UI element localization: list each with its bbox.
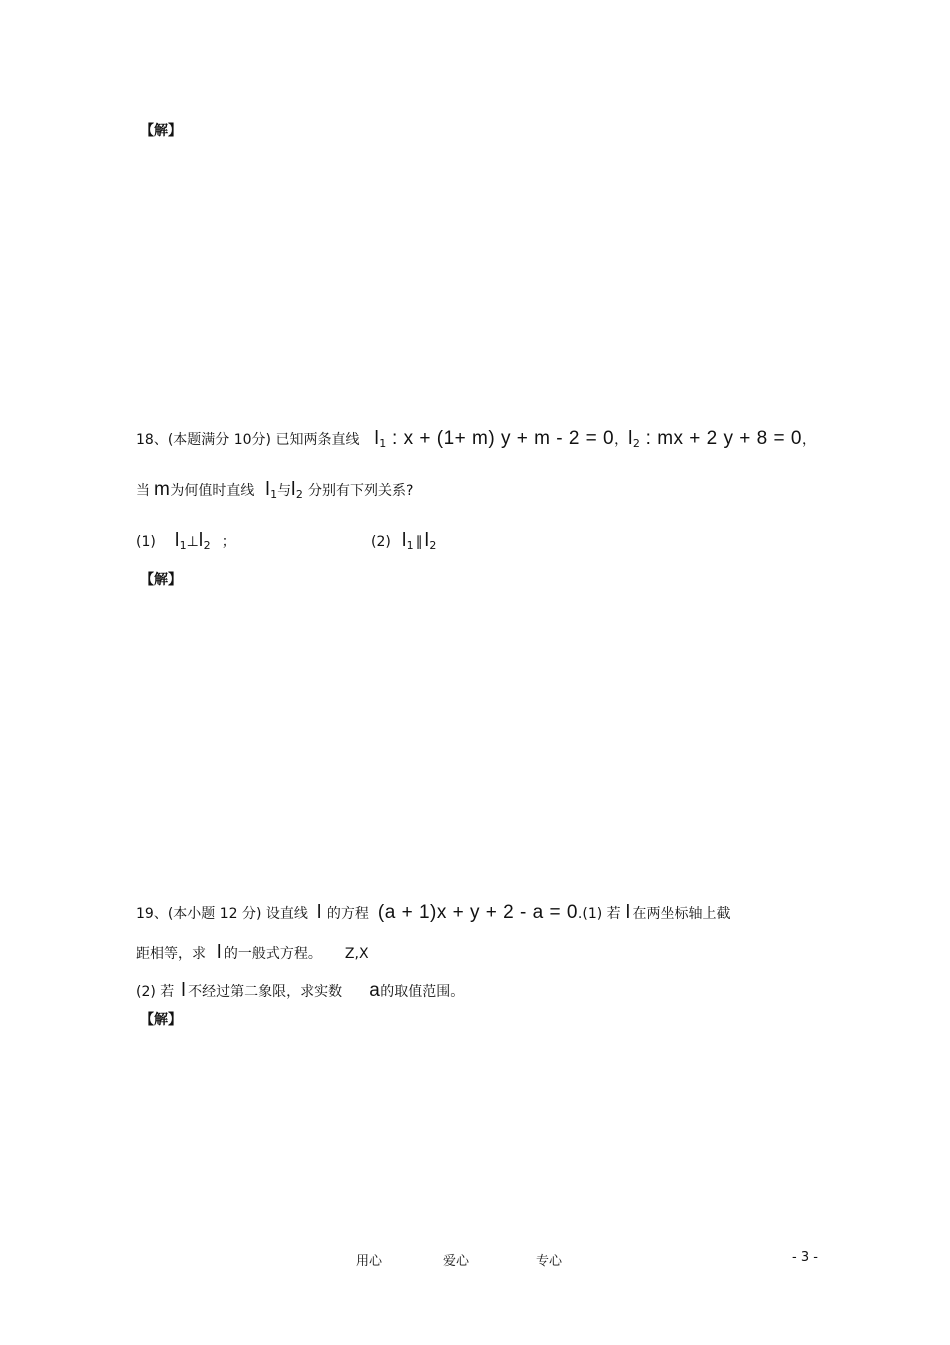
q19-line2-a: 距相等，求 <box>136 946 206 962</box>
q18-l1-label: l <box>374 428 380 449</box>
q18-part1-num: (1) <box>136 534 156 550</box>
q18-prefix: 18、(本题满分 10分) 已知两条直线 <box>136 432 360 448</box>
q18-line2-c: 分别有下列关系? <box>307 483 414 499</box>
footer-item-1: 用心 <box>356 1254 383 1269</box>
answer-label-19: 【解】 <box>140 1012 182 1028</box>
q18-part2 <box>371 530 436 552</box>
answer-label-18: 【解】 <box>140 572 182 588</box>
q18-part1-perp: ⊥ <box>186 534 199 550</box>
q19-line3-l: l <box>181 980 187 1001</box>
footer-item-2: 爱心 <box>443 1254 470 1269</box>
q18-l1-sub: 1 <box>379 437 387 450</box>
q19-line2-l: l <box>217 942 222 963</box>
q18-part2-l2: l <box>424 530 430 551</box>
q18-line2 <box>136 479 413 501</box>
q18-separator: ， <box>614 432 629 448</box>
q18-part2-l1: l <box>401 530 407 551</box>
q18-end: ， <box>801 432 816 448</box>
q18-part1-sub1: 1 <box>179 539 187 552</box>
q18-part2-parallel: ∥ <box>415 534 423 550</box>
q18-line2-l1-sub: 1 <box>270 488 278 501</box>
q18-l2-equation: : mx + 2 y + 8 = 0 <box>639 428 802 449</box>
q19-after: .(1) 若 <box>577 906 621 922</box>
q18-part1-l1: l <box>174 530 180 551</box>
q19-line1 <box>136 902 730 924</box>
q18-part1 <box>136 530 236 552</box>
page-number: - 3 - <box>792 1250 818 1265</box>
q18-part1-l2: l <box>198 530 204 551</box>
q19-line2 <box>136 942 369 964</box>
q19-line3 <box>136 980 464 1002</box>
q18-line2-a: 当 <box>136 483 150 499</box>
q19-line3-var-a: a <box>369 980 381 1001</box>
footer-item-3: 专心 <box>536 1254 563 1269</box>
q18-line2-l2-sub: 2 <box>295 488 303 501</box>
q19-l2: l <box>625 902 631 923</box>
q19-after2: 在两坐标轴上截 <box>632 906 731 922</box>
q18-line2-l1: l <box>265 479 271 500</box>
q18-part1-sub2: 2 <box>203 539 211 552</box>
q19-line3-c: 的取值范围。 <box>380 984 465 1000</box>
q18-line2-l2: l <box>291 479 296 500</box>
q18-l2-sub: 2 <box>632 437 640 450</box>
answer-label-17: 【解】 <box>140 123 182 139</box>
q18-line2-yu: 与 <box>277 483 292 499</box>
q19-line2-c: Z,X <box>344 946 369 962</box>
q18-var-m: m <box>154 479 171 500</box>
q19-prefix: 19、(本小题 12 分) 设直线 <box>136 906 308 922</box>
q18-part2-num: (2) <box>371 534 391 550</box>
q19-line3-a: (2) 若 <box>136 984 175 1000</box>
q19-line2-b: 的一般式方程。 <box>223 946 322 962</box>
q18-l2-label: l <box>628 428 633 449</box>
q19-l: l <box>317 902 322 923</box>
q18-part1-end: ； <box>221 534 236 550</box>
q18-part2-sub2: 2 <box>429 539 437 552</box>
q18-l1-equation: : x + (1+ m) y + m - 2 = 0 <box>386 428 615 449</box>
q19-equation: (a + 1)x + y + 2 - a = 0 <box>377 902 578 923</box>
q18-part2-sub1: 1 <box>406 539 414 552</box>
q19-line3-b: 不经过第二象限，求实数 <box>188 984 343 1000</box>
q19-mid: 的方程 <box>326 906 369 922</box>
q18-line1 <box>136 428 816 450</box>
q18-line2-b: 为何值时直线 <box>170 483 255 499</box>
